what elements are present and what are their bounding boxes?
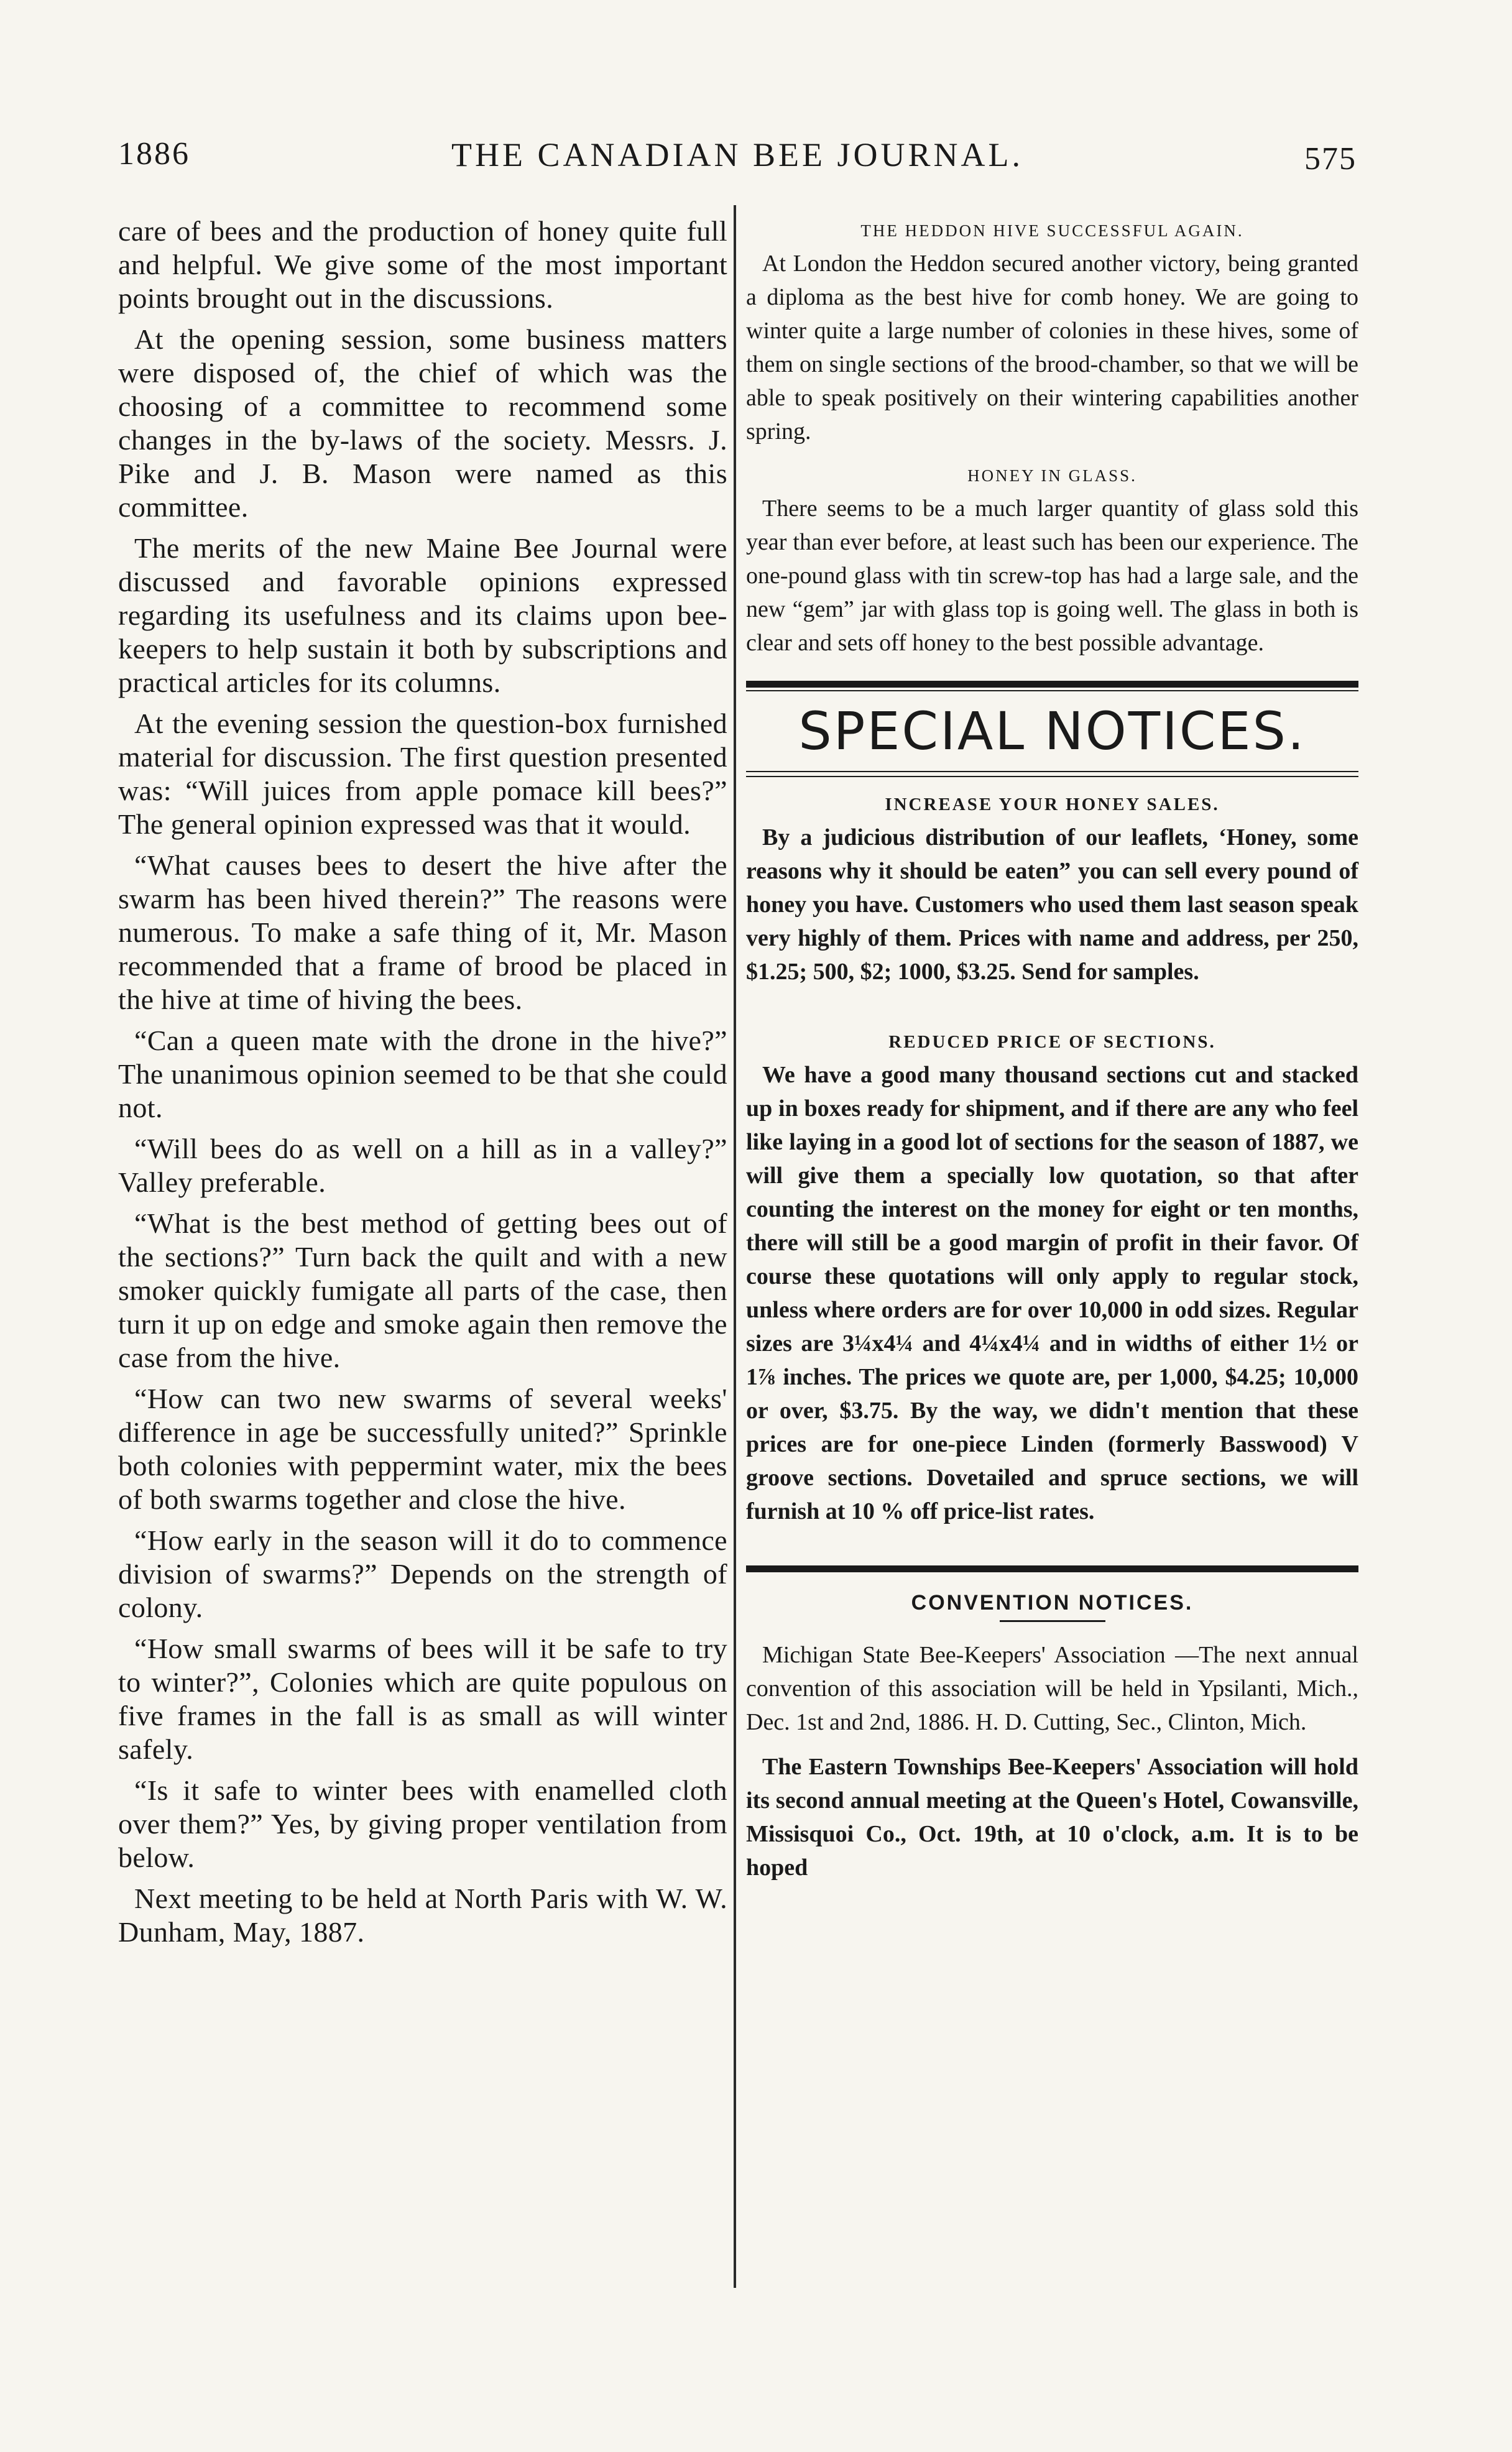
paragraph: care of bees and the production of honey quite full and helpful. We give some of the most important points brought out in the discussions.: [118, 215, 727, 314]
notice-eastern: The Eastern Townships Bee-Keepers' Association will hold its second annual meeting at the Queen's Hotel, Cowansville, Missisquoi Co., Oct. 19th, at 10 o'clock, a.m. It is to be hoped: [746, 1754, 1358, 1881]
paragraph: “How can two new swarms of several weeks' difference in age be successfully united?” Sprinkle both colonies with peppermint water, mix the bees of both swarms together and close the hive.: [118, 1383, 727, 1515]
paragraph: “Will bees do as well on a hill as in a valley?” Valley preferable.: [118, 1133, 727, 1198]
divider-rule: [746, 681, 1358, 688]
paragraph: The merits of the new Maine Bee Journal were discussed and favorable opinions expressed regarding its usefulness and its claims upon bee-keepers to help sustain it both by subscriptions and practical articles for its columns.: [118, 532, 727, 698]
column-divider: [734, 205, 736, 2288]
divider-rule-thin: [746, 690, 1358, 691]
paragraph: “How small swarms of bees will it be safe to try to winter?”, Colonies which are quite populous on five frames in the fall is as small as will winter safely.: [118, 1633, 727, 1765]
special-notices-title: SPECIAL NOTICES.: [798, 701, 1306, 762]
divider-rule: [746, 1565, 1358, 1572]
paragraph: Next meeting to be held at North Paris with W. W. Dunham, May, 1887.: [118, 1883, 727, 1948]
paragraph: “What causes bees to desert the hive after the swarm has been hived therein?” The reasons were numerous. To make a safe thing of it, Mr. Mason recommended that a frame of brood be placed in the hive at time of hiving the bees.: [118, 849, 727, 1015]
paragraph: “Can a queen mate with the drone in the hive?” The unanimous opinion seemed to be that she could not.: [118, 1025, 727, 1123]
article-glass: There seems to be a much larger quantity of glass sold this year than ever before, at least such has been our experience. The one-pound glass with tin screw-top has had a large sale, and the new “gem” jar with glass top is going well. The glass in both is clear and sets off honey to the best possible advantage.: [746, 495, 1358, 656]
article-heddon: At London the Heddon secured another victory, being granted a diploma as the best hive for comb honey. We are going to winter quite a large number of colonies in these hives, some of them on single sections of the brood-chamber, so that we will be able to speak positively on their wintering capabilities another spring.: [746, 251, 1358, 445]
short-rule: [1000, 1620, 1105, 1622]
notice-reduced: We have a good many thousand sections cut and stacked up in boxes ready for shipment, and if there are any who feel like laying in a good lot of sections for the season of 1887, we will give them a specially low quotation, so that after counting the interest on the money for eight or ten months, there will still be a good margin of profit in their favor. Of course these quotations will only apply to regular stock, unless where orders are for over 10,000 in odd sizes. Regular sizes are 3¼x4¼ and 4¼x4¼ and in widths of either 1½ or 1⅞ inches. The prices we quote are, per 1,000, $4.25; 10,000 or over, $3.75. By the way, we didn't mention that these prices are for one-piece Linden (formerly Basswood) V groove sections. Dovetailed and spruce sections, we will furnish at 10 % off price-list rates.: [746, 1062, 1358, 1524]
divider-rule-thin: [746, 771, 1358, 772]
convention-notices-title: CONVENTION NOTICES.: [911, 1591, 1194, 1615]
paragraph: “What is the best method of getting bees out of the sections?” Turn back the quilt and with a new smoker quickly fumigate all parts of the case, then turn it up on edge and smoke again then remove the case from the hive.: [118, 1207, 727, 1373]
paragraph: “How early in the season will it do to commence division of swarms?” Depends on the strength of colony.: [118, 1524, 727, 1623]
header-year: 1886: [118, 136, 190, 172]
paragraph: At the evening session the question-box furnished material for discussion. The first question presented was: “Will juices from apple pomace kill bees?” The general opinion expressed was that it would.: [118, 707, 727, 840]
left-column: [118, 214, 727, 1949]
paragraph: “Is it safe to winter bees with enamelled cloth over them?” Yes, by giving proper ventilation from below.: [118, 1774, 727, 1873]
section-heading-heddon: THE HEDDON HIVE SUCCESSFUL AGAIN.: [860, 221, 1244, 240]
page-number: 575: [1304, 141, 1357, 177]
journal-title: THE CANADIAN BEE JOURNAL.: [451, 136, 1023, 173]
section-heading-glass: HONEY IN GLASS.: [967, 466, 1137, 485]
notice-increase: By a judicious distribution of our leaflets, ‘Honey, some reasons why it should be eaten” you can sell every pound of honey you have. Customers who used them last season speak very highly of them. Prices with name and address, per 250, $1.25; 500, $2; 1000, $3.25. Send for samples.: [746, 824, 1358, 985]
running-head: [118, 136, 1357, 185]
paragraph: At the opening session, some business matters were disposed of, the chief of which was the choosing of a committee to recommend some changes in the by-laws of the society. Messrs. J. Pike and J. B. Mason were named as this committee.: [118, 323, 727, 523]
section-heading-increase: INCREASE YOUR HONEY SALES.: [885, 795, 1220, 814]
section-heading-reduced: REDUCED PRICE OF SECTIONS.: [888, 1032, 1216, 1052]
notice-michigan: Michigan State Bee-Keepers' Association —The next annual convention of this association will be held in Ypsilanti, Mich., Dec. 1st and 2nd, 1886. H. D. Cutting, Sec., Clinton, Mich.: [746, 1642, 1358, 1735]
right-column: [746, 214, 1358, 1884]
